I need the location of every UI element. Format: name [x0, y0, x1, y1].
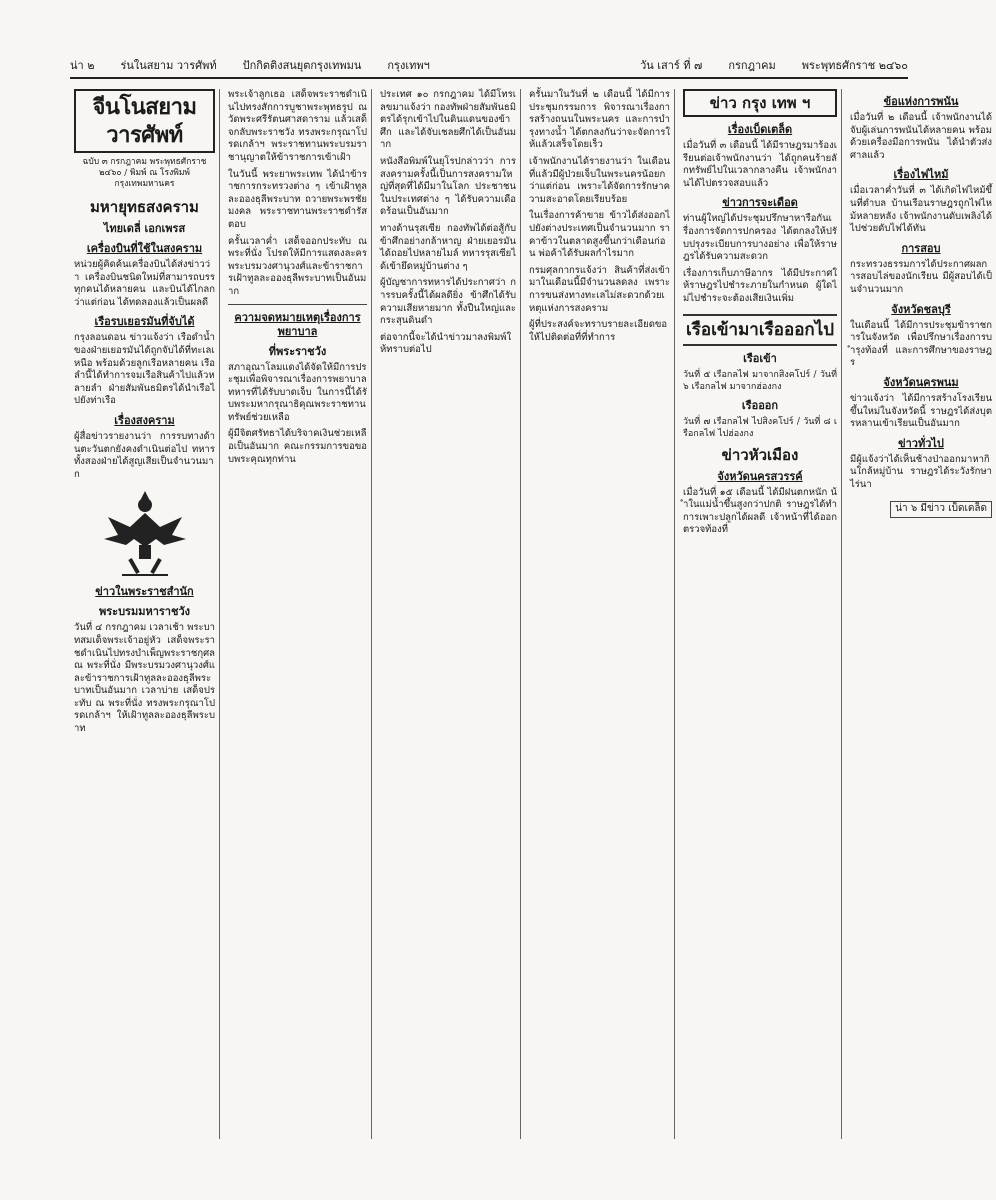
shipping-departures-label: เรือออก [741, 398, 779, 412]
article-text: ครั้นมาในวันที่ ๒ เดือนนี้ ได้มีการประชุมกรรมการ พิจารณาเรื่องการสร้างถนนในพระนคร และการบำรุงทางน้ำ ได้ตกลงกันว่าจะจัดการให้แล้วเสร็จโดยเร็ว [529, 89, 670, 151]
issue-month: กรกฎาคม [728, 59, 776, 72]
article-text: เมื่อเวลาค่ำวันที่ ๓ ได้เกิดไฟไหม้ขึ้นที่ตำบล บ้านเรือนราษฎรถูกไฟไหม้หลายหลัง เจ้าพนักงานดับเพลิงได้ไปช่วยดับไฟได้ทัน [850, 185, 992, 235]
headline-war: มหายุทธสงคราม [90, 198, 199, 216]
article-text: ผู้ที่ประสงค์จะทราบรายละเอียดขอให้ไปติดต่อที่ที่ทำการ [529, 319, 668, 343]
article-text: ผู้สื่อข่าวรายงานว่า การรบทางด้านตะวันตกยังคงดำเนินต่อไป ทหารทั้งสองฝ่ายได้สูญเสียเป็นจำนวนมาก [74, 430, 215, 480]
article-text: ท่านผู้ใหญ่ได้ประชุมปรึกษาหารือกันเรื่องการจัดการปกครอง ได้ตกลงให้ปรับปรุงระเบียบการบางอย่าง เพื่อให้ราษฎรได้รับความสะดวก [683, 213, 837, 263]
column-5 [679, 89, 842, 1139]
article-text: ในวันนี้ พระยาพระเทพ ได้นำข้าราชการกระทรวงต่าง ๆ เข้าเฝ้าทูลละอองธุลีพระบาท ถวายพระพรชัยมงคล พระราชทานพระราชดำรัสตอบ [228, 168, 367, 230]
office-name: ปักกิตติงสนยุตกรุงเทพมน [242, 59, 362, 72]
headline-ship: เรือรบเยอรมันที่จับได้ [94, 315, 195, 329]
article-text: กรุงลอนดอน ข่าวแจ้งว่า เรือดำน้ำของฝ่ายเยอรมันได้ถูกจับได้ที่ทะเลเหนือ พร้อมด้วยลูกเรือหลายคน เรือลำนี้ได้ทำการจมเรือสินค้าไปแล้วหลายลำ ฝ่ายสัมพันธมิตรได้นำเรือไปยังท่าเรือ [74, 332, 215, 407]
headline-palace-sub: พระบรมมหาราชวัง [99, 605, 190, 619]
article-text: กระทรวงธรรมการได้ประกาศผลการสอบไล่ของนักเรียน มีผู้สอบได้เป็นจำนวนมาก [850, 258, 992, 295]
column-6 [846, 89, 996, 1139]
headline-memo: ความจดหมายเหตุเรื่องการพยาบาล [234, 310, 361, 338]
article-text: เมื่อวันที่ ๑๕ เดือนนี้ ได้มีฝนตกหนัก น้ำในแม่น้ำขึ้นสูงกว่าปกติ ราษฎรได้ทำการเพาะปลูกได้ผลดี เจ้าหน้าที่ได้ออกตรวจท้องที่ [683, 486, 837, 536]
page-number: น่า ๒ [70, 59, 95, 72]
masthead-subtitle: ฉบับ ๓ กรกฎาคม พระพุทธศักราช ๒๔๖๐ / พิมพ์ ณ โรงพิมพ์ กรุงเทพมหานคร [82, 157, 207, 189]
headline-plane: เครื่องบินที่ใช้ในสงคราม [86, 242, 203, 255]
issue-day: วัน เสาร์ ที่ ๗ [640, 59, 703, 72]
article-text: ในเรื่องการค้าขาย ข้าวได้ส่งออกไปยังต่างประเทศเป็นจำนวนมาก ราคาข้าวในตลาดสูงขึ้นกว่าเดือนก่อน พ่อค้าได้รับผลกำไรมาก [529, 210, 670, 260]
section-bangkok-news: ข่าว กรุง เทพ ฯ [683, 89, 837, 117]
paper-name: ร่นในสยาม วารศัพท์ [120, 59, 217, 72]
masthead: จีนโนสยามวารศัพท์ [74, 89, 215, 153]
article-text: เรื่องการเก็บภาษีอากร ได้มีประกาศให้ราษฎรไปชำระภายในกำหนด ผู้ใดไม่ไปชำระจะต้องเสียเงินเพิ่ม [683, 267, 837, 304]
headline-war-sub: ไทยเดลี่ เอกเพรส [103, 222, 186, 235]
column-1 [70, 89, 220, 1139]
headline-battle: เรื่องสงคราม [114, 413, 175, 427]
headline-fire: เรื่องไฟไหม้ [893, 168, 949, 182]
headline-province: จังหวัดนครสวรรค์ [717, 469, 803, 483]
city-name: กรุงเทพฯ [387, 59, 430, 72]
article-text: ในเดือนนี้ ได้มีการประชุมข้าราชการในจังหวัด เพื่อปรึกษาเรื่องการบำรุงท้องที่ และการศึกษาของราษฎร [850, 319, 992, 369]
headline-misc: เรื่องเบ็ดเตล็ด [727, 123, 793, 136]
article-text: เมื่อวันที่ ๒ เดือนนี้ เจ้าพนักงานได้จับผู้เล่นการพนันได้หลายคน พร้อมด้วยเครื่องมือการพนัน ได้นำตัวส่งศาลแล้ว [850, 112, 992, 161]
article-text: หนังสือพิมพ์ในยุโรปกล่าวว่า การสงครามครั้งนี้เป็นการสงครามใหญ่ที่สุดที่ได้มีมาในโลก ประชาชนในประเทศต่าง ๆ ได้รับความเดือดร้อนเป็นอันมาก [380, 155, 516, 218]
headline-memo-sub: ที่พระราชวัง [268, 344, 327, 358]
garuda-icon [100, 487, 190, 579]
article-text: ต่อจากนี้จะได้นำข่าวมาลงพิมพ์ให้ทราบต่อไป [380, 331, 512, 356]
article-text: ผู้มีจิตศรัทธาได้บริจาคเงินช่วยเหลือเป็นอันมาก คณะกรรมการขอขอบพระคุณทุกท่าน [228, 428, 367, 465]
headline-general: ข่าวทั่วไป [898, 436, 944, 450]
headline-chonburi: จังหวัดชลบุรี [891, 302, 951, 316]
article-text: หน่วยผู้คิดค้นเครื่องบินได้ส่งข่าวว่า เครื่องบินชนิดใหม่ที่สามารถบรรทุกคนได้หลายคน และบินได้ไกลกว่าแต่ก่อน ได้ทดลองแล้วเป็นผลดี [74, 259, 215, 308]
article-text: กรมศุลกากรแจ้งว่า สินค้าที่ส่งเข้ามาในเดือนนี้มีจำนวนลดลง เพราะการขนส่งทางทะเลไม่สะดวกด้วยเหตุแห่งการสงคราม [529, 264, 670, 314]
columns [70, 89, 992, 1139]
article-text: มีผู้แจ้งว่าได้เห็นช้างป่าออกมาหากินใกล้หมู่บ้าน ราษฎรได้ระวังรักษาไร่นา [850, 453, 992, 490]
headline-events: ข่าวการจะเดือด [722, 196, 798, 210]
shipping-arrivals: วันที่ ๕ เรือกลไฟ มาจากสิงคโปร์ / วันที่ ๖ เรือกลไฟ มาจากฮ่องกง [683, 369, 837, 392]
shipping-arrivals-label: เรือเข้า [743, 351, 777, 365]
headline-gambling: ข้อแห่งการพนัน [883, 95, 959, 108]
column-3 [376, 89, 521, 1139]
article-text: ข่าวแจ้งว่า ได้มีการสร้างโรงเรียนขึ้นใหม่ในจังหวัดนี้ ราษฎรได้ส่งบุตรหลานเข้าเรียนเป็นอันมาก [850, 392, 992, 430]
article-text: ผู้บัญชาการทหารได้ประกาศว่า การรบครั้งนี้ได้ผลดียิ่ง ข้าศึกได้รับความเสียหายมาก ทั้งปืนใหญ่และกระสุนดินดำ [380, 277, 516, 327]
column-2 [224, 89, 372, 1139]
article-text: เจ้าพนักงานได้รายงานว่า ในเดือนที่แล้วมีผู้ป่วยเจ็บในพระนครน้อยกว่าแต่ก่อน เพราะได้จัดการรักษาความสะอาดโดยเรียบร้อย [529, 155, 670, 205]
continued-note: น่า ๖ มีข่าว เบ็ดเตล็ด [890, 501, 992, 518]
article-text: ประเทศ ๑๐ กรกฎาคม ได้มีโทรเลขมาแจ้งว่า กองทัพฝ่ายสัมพันธมิตรได้รุกเข้าไปในดินแดนของข้าศึก และได้จับเชลยศึกได้เป็นอันมาก [380, 89, 516, 151]
headline-palace: ข่าวในพระราชสำนัก [95, 585, 194, 599]
article-text: ทางด้านรุสเซีย กองทัพได้ต่อสู้กับข้าศึกอย่างกล้าหาญ ฝ่ายเยอรมันได้ถอยไปหลายไมล์ ทหารรุสเซียได้เข้ายึดหมู่บ้านต่าง ๆ [380, 222, 516, 272]
issue-year: พระพุทธศักราช ๒๔๖๐ [801, 59, 908, 72]
section-provinces: ข่าวหัวเมือง [721, 445, 799, 464]
article-text: ครั้นเวลาค่ำ เสด็จออกประทับ ณ พระที่นั่ง โปรดให้มีการแสดงละคร พระบรมวงศานุวงศ์และข้าราชการเฝ้าทูลละอองธุลีพระบาทเป็นอันมาก [228, 235, 367, 297]
section-shipping: เรือเข้ามาเรือออกไป [683, 314, 837, 346]
article-text: วันที่ ๔ กรกฎาคม เวลาเช้า พระบาทสมเด็จพระเจ้าอยู่หัว เสด็จพระราชดำเนินไปทรงบำเพ็ญพระราชกุศล ณ พระที่นั่ง มีพระบรมวงศานุวงศ์และข้าราชการเฝ้าทูลละอองธุลีพระบาทเป็นอันมาก เวลาบ่าย เสด็จประทับ ณ พระที่นั่ง ทรงพระกรุณาโปรดเกล้าฯ ให้เฝ้าทูลละอองธุลีพระบาท [74, 622, 215, 735]
article-text: พระเจ้าลูกเธอ เสด็จพระราชดำเนินไปทรงสักการบูชาพระพุทธรูป ณ วัดพระศรีรัตนศาสดาราม แล้วเสด็จกลับพระราชวัง ทรงพระกรุณาโปรดเกล้าฯ พระราชทานพระบรมราชานุญาตให้ข้าราชการเข้าเฝ้า [228, 89, 367, 163]
headline-nakhonphanom: จังหวัดนครพนม [883, 375, 959, 389]
shipping-departures: วันที่ ๗ เรือกลไฟ ไปสิงคโปร์ / วันที่ ๘ เรือกลไฟ ไปฮ่องกง [683, 416, 837, 439]
divider [228, 304, 367, 305]
headline-exam: การสอบ [901, 241, 941, 255]
article-text: สภาอุณาโลมแดงได้จัดให้มีการประชุมเพื่อพิจารณาเรื่องการพยาบาลทหารที่ได้รับบาดเจ็บ ในการนี้ได้รับพระมหากรุณาธิคุณพระราชทานทรัพย์ช่วยเหลือ [228, 361, 367, 423]
column-4 [525, 89, 675, 1139]
article-text: เมื่อวันที่ ๓ เดือนนี้ ได้มีราษฎรมาร้องเรียนต่อเจ้าพนักงานว่า ได้ถูกคนร้ายลักทรัพย์ไปในเวลากลางคืน เจ้าพนักงานได้ไปตรวจสอบแล้ว [683, 140, 837, 189]
garuda-emblem [74, 487, 215, 579]
page-header [70, 52, 908, 79]
